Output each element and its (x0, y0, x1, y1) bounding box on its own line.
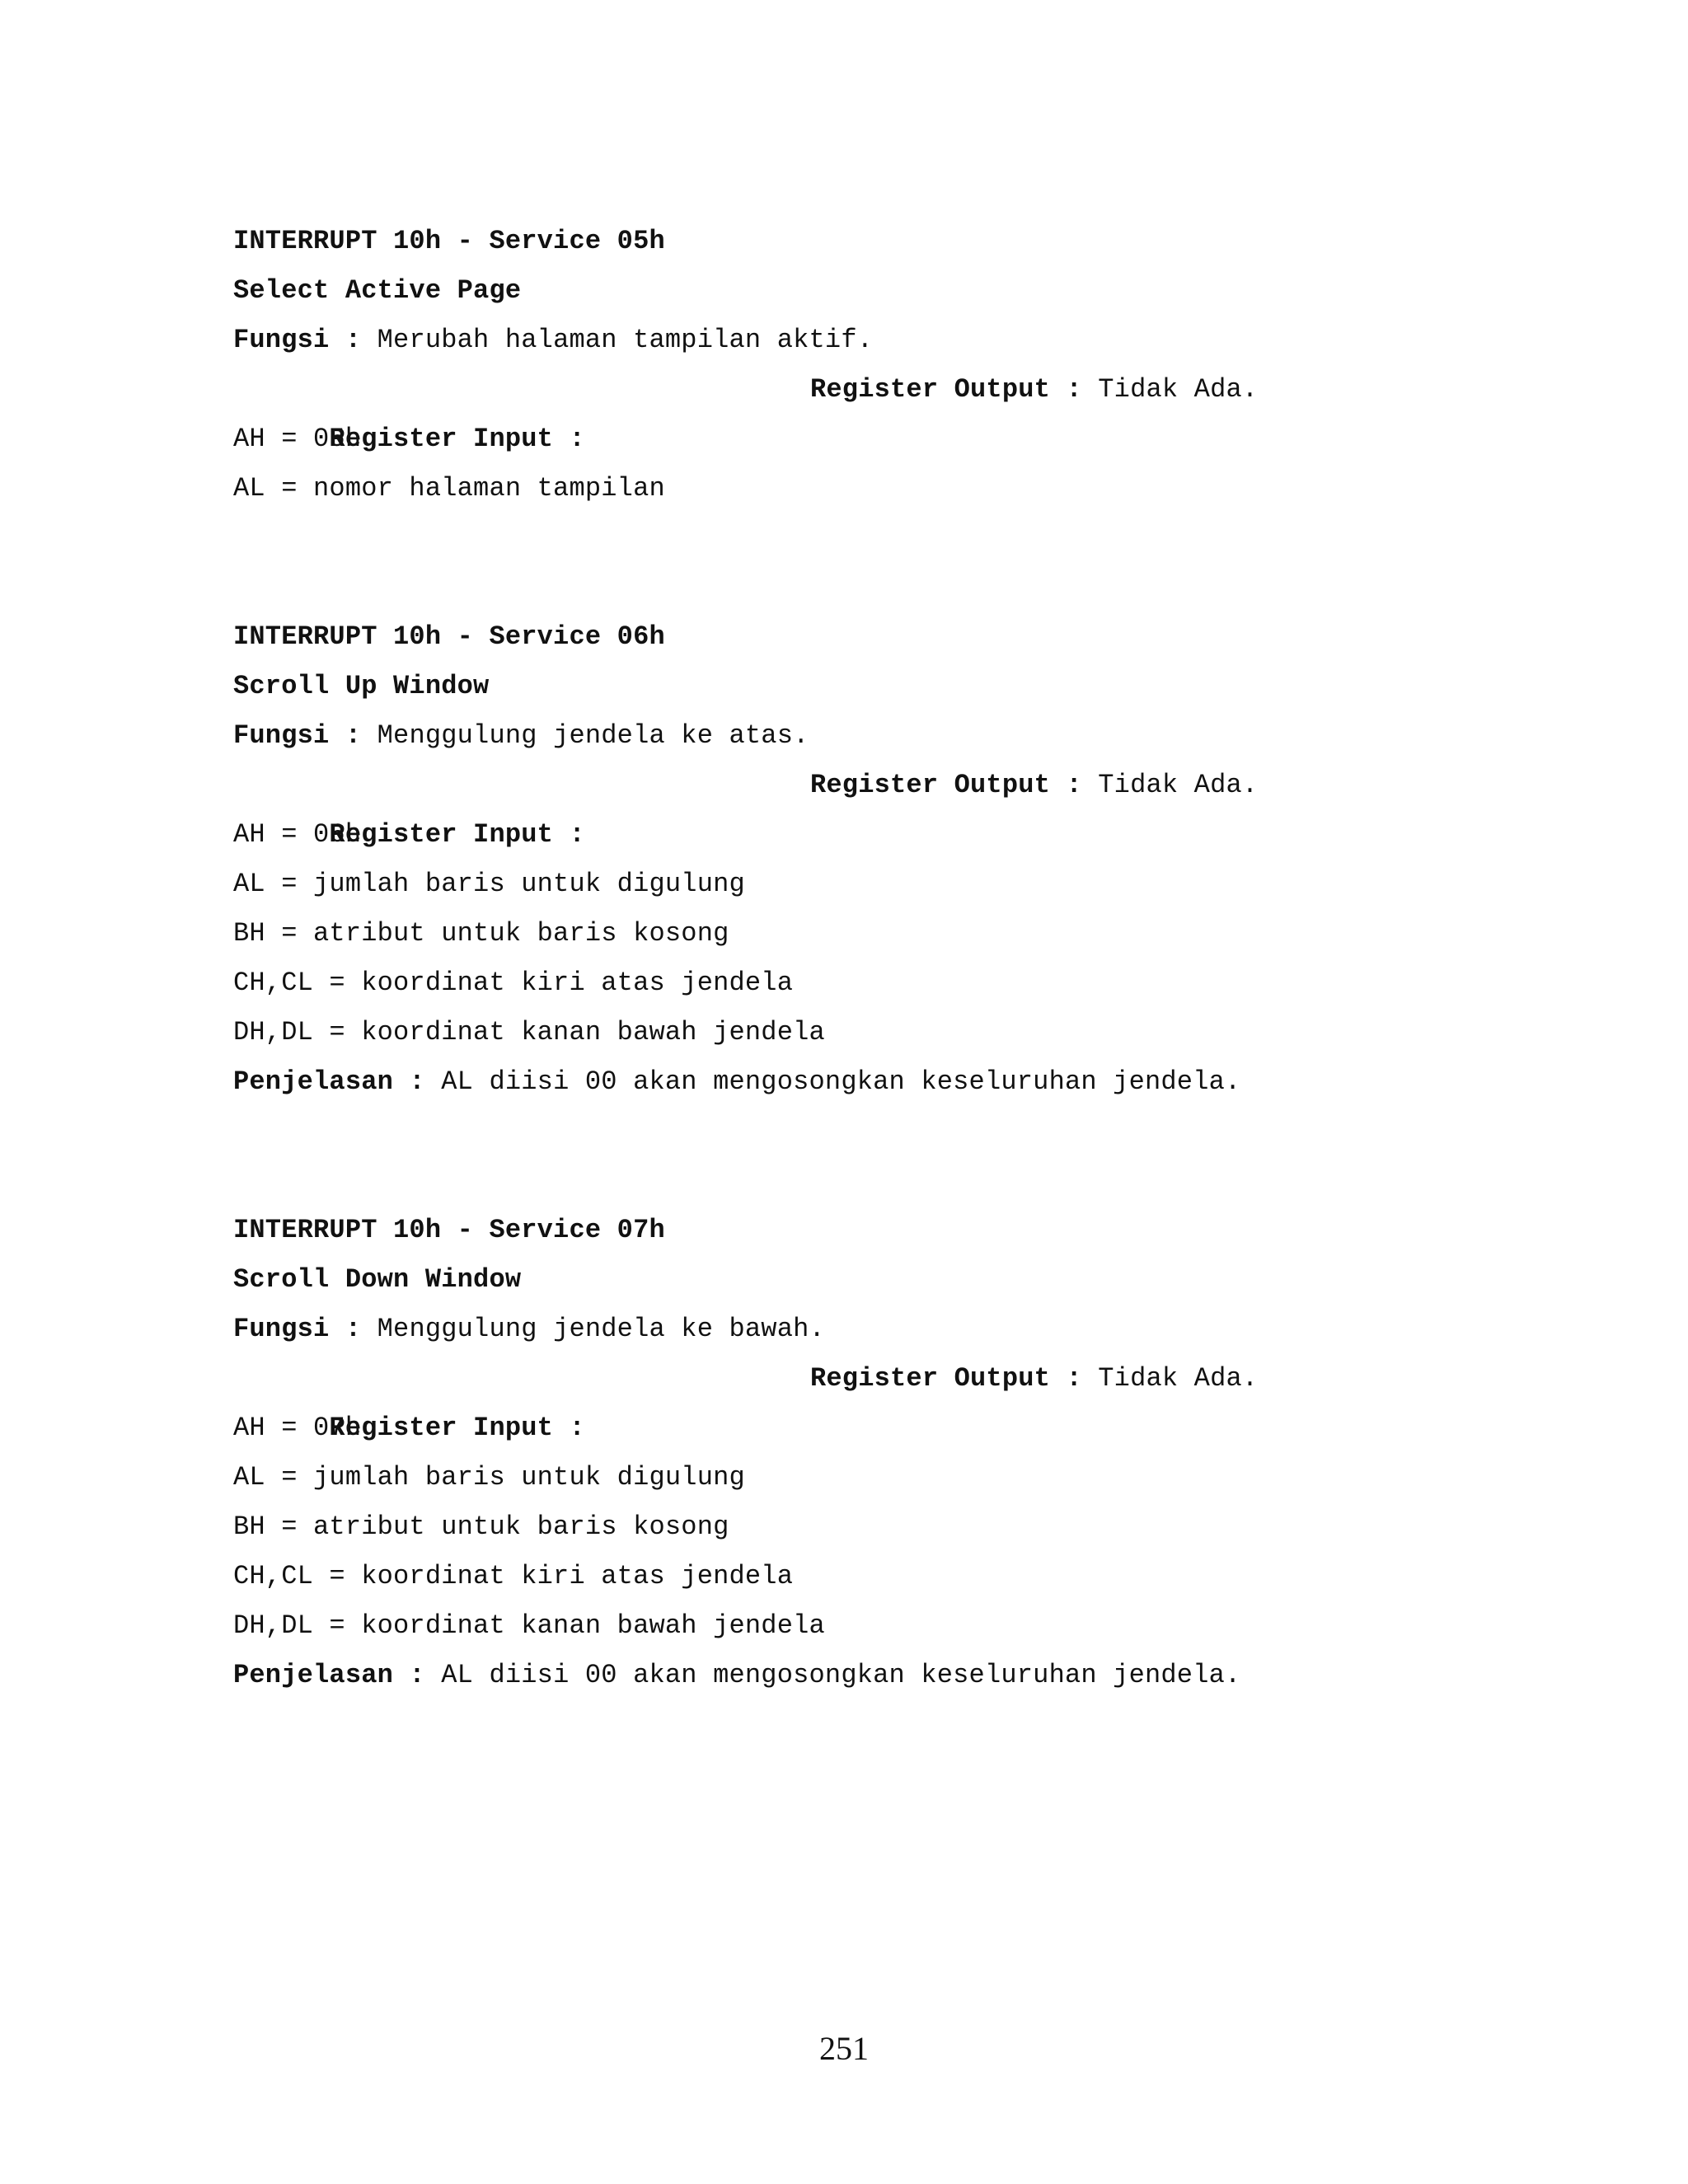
fungsi-line (233, 1305, 1585, 1354)
fungsi-line (233, 711, 1585, 761)
penjelasan-label: Penjelasan : (233, 1660, 425, 1690)
register-line: AH = 07h (233, 1413, 362, 1443)
register-line: CH,CL = koordinat kiri atas jendela (233, 968, 794, 998)
register-output-value: Tidak Ada. (1081, 770, 1259, 800)
register-output (810, 365, 1258, 415)
penjelasan-text: AL diisi 00 akan mengosongkan keseluruhan jendela. (424, 1066, 1241, 1097)
section-title: INTERRUPT 10h - Service 06h (233, 621, 665, 652)
penjelasan-line (233, 1651, 1585, 1700)
register-input-label: Register Input : (329, 1413, 585, 1443)
register-line: AL = nomor halaman tampilan (233, 473, 665, 504)
register-output (810, 1354, 1258, 1404)
fungsi-label: Fungsi : (233, 325, 362, 355)
section-title: INTERRUPT 10h - Service 07h (233, 1215, 665, 1245)
penjelasan-label: Penjelasan : (233, 1066, 425, 1097)
register-line: AH = 05h (233, 424, 362, 454)
register-line: BH = atribut untuk baris kosong (233, 918, 729, 949)
register-output (810, 761, 1258, 810)
register-line: BH = atribut untuk baris kosong (233, 1511, 729, 1542)
register-output-label: Register Output : (810, 1363, 1082, 1394)
register-line: AH = 06h (233, 819, 362, 850)
register-output-value: Tidak Ada. (1081, 374, 1259, 405)
fungsi-text: Merubah halaman tampilan aktif. (361, 325, 874, 355)
page-number: 251 (819, 2030, 869, 2067)
section-subtitle: Scroll Up Window (233, 671, 490, 701)
section-subtitle: Scroll Down Window (233, 1264, 522, 1295)
fungsi-text: Menggulung jendela ke atas. (361, 720, 809, 751)
register-output-label: Register Output : (810, 770, 1082, 800)
register-input-label: Register Input : (329, 424, 585, 454)
section-service-05h (233, 217, 1585, 513)
section-title: INTERRUPT 10h - Service 05h (233, 226, 665, 256)
fungsi-line (233, 316, 1585, 365)
section-subtitle: Select Active Page (233, 275, 522, 306)
fungsi-label: Fungsi : (233, 1314, 362, 1344)
register-output-value: Tidak Ada. (1081, 1363, 1259, 1394)
register-line: CH,CL = koordinat kiri atas jendela (233, 1561, 794, 1591)
section-service-07h (233, 1206, 1585, 1700)
penjelasan-line (233, 1057, 1585, 1107)
register-output-label: Register Output : (810, 374, 1082, 405)
register-input-label: Register Input : (329, 819, 585, 850)
register-line: AL = jumlah baris untuk digulung (233, 869, 745, 899)
register-line: DH,DL = koordinat kanan bawah jendela (233, 1610, 825, 1641)
register-line: AL = jumlah baris untuk digulung (233, 1462, 745, 1493)
section-service-06h (233, 612, 1585, 1107)
register-line: DH,DL = koordinat kanan bawah jendela (233, 1017, 825, 1047)
fungsi-label: Fungsi : (233, 720, 362, 751)
fungsi-text: Menggulung jendela ke bawah. (361, 1314, 825, 1344)
penjelasan-text: AL diisi 00 akan mengosongkan keseluruhan jendela. (424, 1660, 1241, 1690)
